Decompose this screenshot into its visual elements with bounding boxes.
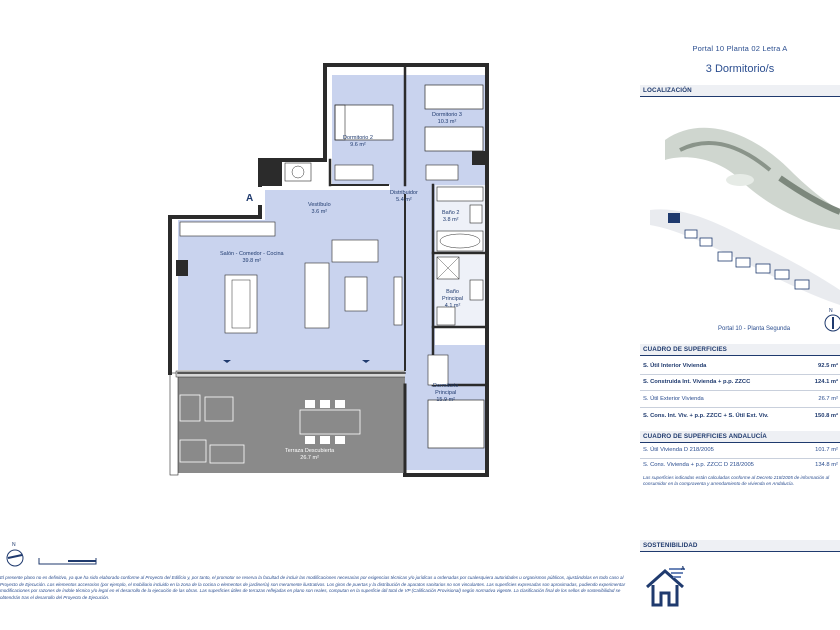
surface-label: S. Cons. Vivienda + p.p. ZZCC D 218/2005 <box>643 462 754 468</box>
room-label-dormitorio-2 <box>343 135 373 149</box>
surfaces-title: CUADRO DE SUPERFICIES <box>640 344 840 355</box>
room-label-distribuidor <box>390 190 418 204</box>
room-label-dormitorio-principal <box>433 376 458 410</box>
room-area: 9.6 m² <box>350 141 366 148</box>
room-area: 3.8 m² <box>442 216 459 223</box>
room-area: 26.7 m² <box>300 454 319 461</box>
compass-left <box>4 540 26 573</box>
room-area: 10.3 m² <box>437 118 457 125</box>
section-rule <box>640 551 840 552</box>
unit-header <box>640 44 840 75</box>
surfaces-andalucia-title: CUADRO DE SUPERFICIES ANDALUCÍA <box>640 431 840 442</box>
row-divider <box>640 458 840 459</box>
surface-value: 124.1 m² <box>814 379 838 385</box>
room-area: 39.8 m² <box>242 257 262 264</box>
section-rule <box>640 96 840 97</box>
sustainability-title: SOSTENIBILIDAD <box>640 540 840 551</box>
surface-value: 134.8 m² <box>815 462 838 468</box>
room-name: Dormitorio 2 <box>343 135 373 141</box>
floor-plan <box>150 55 500 495</box>
surfaces-note: Las superficies indicadas están calculadas conforme al Decreto 218/2005 de información al consumidor en la compraventa y arrendamiento de vivienda en Andalucía. <box>643 475 830 487</box>
section-rule <box>640 442 840 443</box>
room-label-salon <box>220 251 284 265</box>
compass-right <box>823 306 840 337</box>
svg-text:N: N <box>829 308 833 314</box>
room-area: 15.9 m² <box>436 396 456 403</box>
surface-value: 92.5 m² <box>818 363 838 369</box>
room-area: 3.6 m² <box>311 208 328 215</box>
surface-row <box>643 379 840 389</box>
room-name: Salón - Comedor - Cocina <box>220 251 284 257</box>
scale-bar <box>38 553 98 571</box>
location-map-drawing <box>640 100 840 320</box>
room-label-terraza <box>285 448 334 462</box>
location-title: LOCALIZACIÓN <box>640 85 840 96</box>
room-name: Terraza Descubierta <box>285 448 335 454</box>
compass-icon <box>823 306 840 332</box>
room-label-dormitorio-3 <box>432 112 462 126</box>
surface-row <box>643 396 840 406</box>
location-map <box>640 100 840 320</box>
room-name: Vestíbulo <box>308 202 331 208</box>
surface-label: S. Construida Int. Vivienda + p.p. ZZCC <box>643 379 751 385</box>
compass-icon <box>4 540 26 568</box>
surface-row <box>643 413 840 423</box>
surface-value: 101.7 m² <box>815 447 838 453</box>
surface-label: S. Útil Vivienda D 218/2005 <box>643 447 714 453</box>
room-name: Baño 2 <box>442 210 460 216</box>
portal-line: Portal 10 Planta 02 Letra A <box>692 44 788 53</box>
disclaimer-text: El presente plano no es definitivo, ya que ha sido elaborado conforme al Proyecto del Edificio y, por tanto, el promotor se reserva la facultad de incluir las modificaciones necesarias por exigencias técnicas y/o jurídicas u ordenadas por cualesquiera autoridades u organismos públicos, ajustándolas en todo caso al Proyecto de Ejecución. Los elementos accesorios (por ejemplo, el mobiliario incluido en la zona de la cocina o elementos de jardinería) son meramente ilustrativos. Los giros de puertas y la distribución de aparatos sanitarios no son vinculantes. Las superficies expresadas son aproximadas, pudiendo experimentar modificaciones por razones de índole técnico y/o legal en el desarrollo de la ejecución de las obras. Las superficies útiles de terrazas reflejadas en plano son reales, computan en la superficie útil total de VP (Calificación Provisional) según normativa vigente. La clasificación final de los sellos de sostenibilidad se obtendrán tras el desarrollo del Proyecto de Ejecución. <box>0 575 626 600</box>
room-label-vestibulo <box>308 202 331 216</box>
entrance-marker: A <box>246 193 254 204</box>
surface-row <box>643 363 840 373</box>
section-rule <box>640 355 840 356</box>
location-caption: Portal 10 - Planta Segunda <box>718 326 791 332</box>
room-label-bano-2 <box>442 210 459 224</box>
surface-label: S. Útil Exterior Vivienda <box>643 396 704 402</box>
room-name: Dormitorio Principal <box>433 382 459 396</box>
room-area: 5.4 m² <box>396 196 412 203</box>
room-name: Baño Principal <box>442 288 464 302</box>
surface-label: S. Cons. Int. Viv. + p.p. ZZCC + S. Útil Ext. Viv. <box>643 413 769 419</box>
room-name: Dormitorio 3 <box>432 112 462 118</box>
room-name: Distribuidor <box>390 190 418 196</box>
surface-value: 26.7 m² <box>818 396 838 402</box>
bedrooms-line: 3 Dormitorio/s <box>705 63 775 75</box>
svg-text:A: A <box>681 566 685 572</box>
surface-label: S. Útil Interior Vivienda <box>643 363 707 369</box>
room-label-bano-principal <box>442 282 463 316</box>
row-divider <box>640 407 840 408</box>
room-area: 4.1 m² <box>444 302 461 309</box>
row-divider <box>640 390 840 391</box>
row-divider <box>640 374 840 375</box>
svg-text:N: N <box>12 542 16 548</box>
sustainability-house-icon <box>645 565 689 612</box>
surface-row <box>643 447 840 457</box>
surface-value: 150.8 m² <box>814 413 838 419</box>
surface-row <box>643 462 840 472</box>
